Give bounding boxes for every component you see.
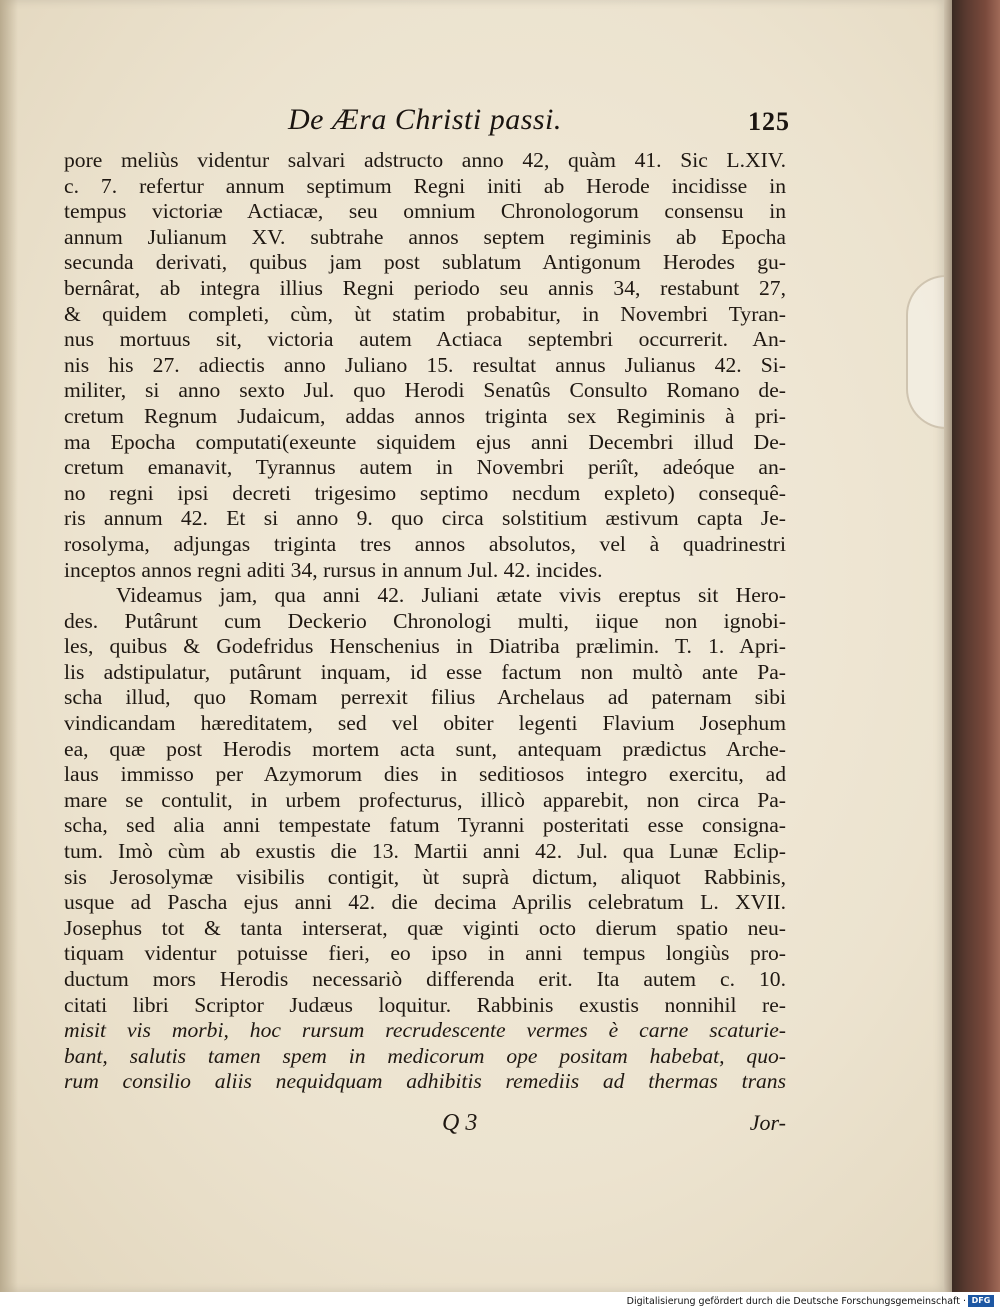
text-line: secunda derivati, quibus jam post sublatum Antigonum Herodes gu- [64, 250, 786, 275]
page-footer [64, 1110, 786, 1140]
text-line: pore meliùs videntur salvari adstructo anno 42, quàm 41. Sic L.XIV. [64, 148, 786, 172]
text-line: lis adstipulatur, putârunt inquam, id esse factum non multò ante Pa- [64, 659, 786, 684]
text-line: annum Julianum XV. subtrahe annos septem regiminis ab Epocha [64, 224, 786, 249]
text-line: usque ad Pascha ejus anni 42. die decima Aprilis celebratum L. XVII. [64, 890, 786, 915]
text-line: citati libri Scriptor Judæus loquitur. Rabbinis exustis nonnihil re- [64, 992, 786, 1017]
text-line: bernârat, ab integra illius Regni periodo seu annis 34, restabunt 27, [64, 275, 786, 300]
text-line: cretum Regnum Judaicum, addas annos triginta sex Regiminis à pri- [64, 403, 786, 428]
page-number: 125 [748, 107, 790, 136]
italic-quote-line: misit vis morbi, hoc rursum recrudescente vermes è carne scaturie- [64, 1018, 786, 1043]
text-line: vindicandam hæreditatem, sed vel obiter legenti Flavium Josephum [64, 711, 786, 736]
text-line: des. Putârunt cum Deckerio Chronologi multi, iique non ignobi- [64, 608, 786, 633]
text-line: & quidem completi, cùm, ùt statim probabitur, in Novembri Tyran- [64, 301, 786, 326]
text-line: Josephus tot & tanta interserat, quæ viginti octo dierum spatio neu- [64, 915, 786, 940]
page-header [60, 103, 790, 143]
italic-quote-line: rum consilio aliis nequidquam adhibitis remediis ad thermas trans [64, 1069, 786, 1094]
text-line: inceptos annos regni aditi 34, rursus in annum Jul. 42. incides. [64, 557, 603, 582]
text-line: scha illud, quo Romam perrexit filius Archelaus ad paternam sibi [64, 685, 786, 710]
text-line: ea, quæ post Herodis mortem acta sunt, antequam prædictus Arche- [64, 736, 786, 761]
page-gutter [0, 0, 18, 1292]
text-line: scha, sed alia anni tempestate fatum Tyranni posteritati esse consigna- [64, 813, 786, 838]
text-line: ma Epocha computati(exeunte siquidem ejus anni Decembri illud De- [64, 429, 786, 454]
text-line: nis his 27. adiectis anno Juliano 15. resultat annus Julianus 42. Si- [64, 352, 786, 377]
text-line: rosolyma, adjungas triginta tres annos absolutos, vel à quadrinestri [64, 531, 786, 556]
text-line: mare se contulit, in urbem profecturus, illicò apparebit, non circa Pa- [64, 787, 786, 812]
body-text [64, 148, 786, 1095]
text-line: sis Jerosolymæ visibilis contigit, ùt suprà dictum, aliquot Rabbinis, [64, 864, 786, 889]
text-line: laus immisso per Azymorum dies in seditiosos integro exercitu, ad [64, 762, 786, 787]
text-line: les, quibus & Godefridus Henschenius in Diatriba prælimin. T. 1. Apri- [64, 634, 786, 659]
text-line: ris annum 42. Et si anno 9. quo circa solstitium æstivum capta Je- [64, 506, 786, 531]
text-line: tempus victoriæ Actiacæ, seu omnium Chronologorum consensu in [64, 199, 786, 224]
credit-text: Digitalisierung gefördert durch die Deutsche Forschungsgemeinschaft · [626, 1296, 966, 1307]
paragraph-start-line: Videamus jam, qua anni 42. Juliani ætate vivis ereptus sit Hero- [116, 583, 786, 608]
catchword: Jor- [749, 1110, 786, 1135]
signature-mark: Q 3 [442, 1110, 478, 1136]
text-line: militer, si anno sexto Jul. quo Herodi Senatûs Consulto Romano de- [64, 378, 786, 403]
text-line: cretum emanavit, Tyrannus autem in Novembri periît, adeóque an- [64, 455, 786, 480]
text-line: ductum mors Herodis necessariò differenda erit. Ita autem c. 10. [64, 967, 786, 991]
text-line: nus mortuus sit, victoria autem Actiaca septembri occurrerit. An- [64, 327, 786, 352]
text-line: no regni ipsi decreti trigesimo septimo necdum expleto) consequê- [64, 480, 786, 505]
text-line: c. 7. refertur annum septimum Regni initi ab Herode incidisse in [64, 173, 786, 198]
text-line: tum. Imò cùm ab exustis die 13. Martii anni 42. Jul. qua Lunæ Eclip- [64, 839, 786, 864]
italic-quote-line: bant, salutis tamen spem in medicorum ope positam habebat, quo- [64, 1043, 786, 1068]
text-line: tiquam videntur potuisse fieri, eo ipso in anni tempus longiùs pro- [64, 941, 786, 966]
running-title: De Æra Christi passi. [288, 103, 562, 136]
dfg-logo-icon: DFG [968, 1295, 994, 1307]
book-cover-edge [952, 0, 1000, 1292]
